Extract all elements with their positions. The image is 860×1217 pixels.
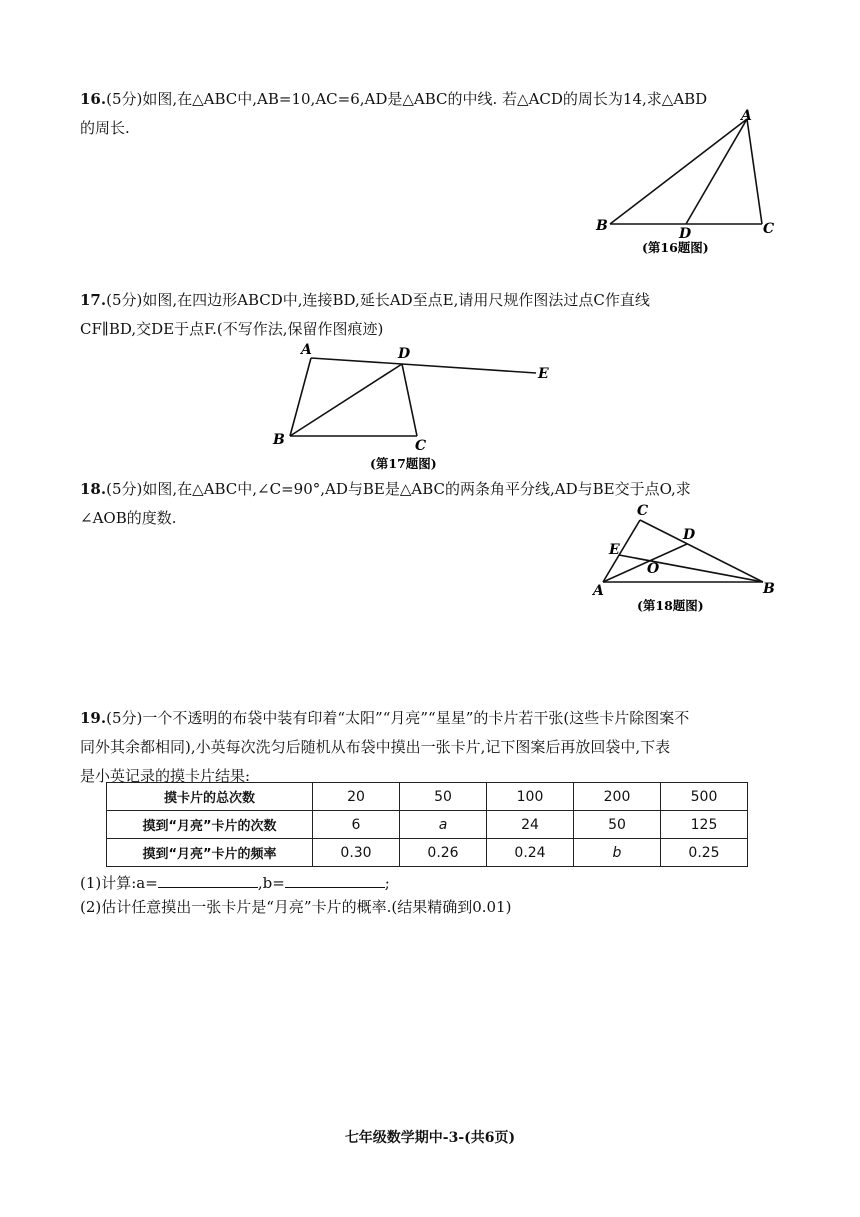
table-row-header: 摸到“月亮”卡片的次数 [107,811,313,839]
question-16-text: (5分)如图,在△ABC中,AB=10,AC=6,AD是△ABC的中线. 若△ACD的周长为14,求△ABD [106,90,708,108]
label-d: D [398,346,411,362]
label-b: B [596,218,608,234]
table-cell: 50 [400,783,487,811]
table-cell: 0.24 [487,839,574,867]
segment-ab [610,119,747,224]
question-19-part-1 [80,872,390,894]
question-18-number: 18. [80,480,107,498]
figure-16-caption: (第16题图) [642,240,709,255]
segment-cd [402,364,417,436]
label-c: C [415,438,427,454]
label-a: A [741,108,752,124]
table-row [107,839,748,867]
question-19-number: 19. [80,709,107,727]
table-row-header: 摸卡片的总次数 [107,783,313,811]
median-ad [686,119,747,224]
table-cell: 0.26 [400,839,487,867]
part-1-suffix: ; [384,874,390,892]
label-e: E [609,542,620,558]
question-17-text: (5分)如图,在四边形ABCD中,连接BD,延长AD至点E,请用尺规作图法过点C作直线 [106,291,650,309]
table-cell: 20 [313,783,400,811]
figure-16 [590,108,780,258]
label-c: C [637,503,649,519]
table-cell: 6 [313,811,400,839]
question-19-part-2: (2)估计任意摸出一张卡片是“月亮”卡片的概率.(结果精确到0.01) [80,898,512,916]
triangle-abc-lines [610,119,762,224]
question-17-line-2: CF∥BD,交DE于点F.(不写作法,保留作图痕迹) [80,320,384,338]
label-a: A [301,342,312,358]
table-row-header: 摸到“月亮”卡片的频率 [107,839,313,867]
question-17-number: 17. [80,291,107,309]
bisector-be [619,555,763,582]
label-c: C [763,221,775,237]
question-19-line-1 [80,704,780,733]
label-o: O [647,561,660,577]
table-cell: 0.30 [313,839,400,867]
part-1-prefix: (1)计算:a= [80,874,158,892]
label-d: D [683,527,696,543]
answer-blank-a[interactable] [158,873,258,888]
question-17-line-1 [80,286,780,315]
label-e: E [538,366,549,382]
label-d: D [679,226,692,242]
record-table [106,782,748,867]
page-footer: 七年级数学期中-3-(共6页) [344,1130,516,1146]
question-19-line-3: 是小英记录的摸卡片结果: [80,767,251,785]
question-19-line-2: 同外其余都相同),小英每次洗匀后随机从布袋中摸出一张卡片,记下图案后再放回袋中,下表 [80,738,671,756]
question-16-line-2: 的周长. [80,119,130,137]
table-row [107,783,748,811]
label-b: B [763,581,775,597]
question-18-line-2: ∠AOB的度数. [80,509,177,527]
table-cell: a [400,811,487,839]
question-17 [80,286,780,344]
question-18-text: (5分)如图,在△ABC中,∠C=90°,AD与BE是△ABC的两条角平分线,AD与BE交于点O,求 [106,480,691,498]
figure-18-caption: (第18题图) [637,598,704,613]
table-cell: 0.25 [661,839,748,867]
quadrilateral-lines [290,358,536,436]
table-cell: 200 [574,783,661,811]
table-cell: b [574,839,661,867]
answer-blank-b[interactable] [285,873,385,888]
question-19-text: (5分)一个不透明的布袋中装有印着“太阳”“月亮”“星星”的卡片若干张(这些卡片除图案不 [106,709,690,727]
table-row [107,811,748,839]
segment-ad [311,358,402,364]
table-cell: 125 [661,811,748,839]
label-a: A [593,583,604,599]
figure-18 [585,500,785,620]
table-cell: 100 [487,783,574,811]
table-cell: 50 [574,811,661,839]
label-b: B [273,432,285,448]
figure-17-caption: (第17题图) [370,456,437,471]
part-1-mid: ,b= [257,874,285,892]
table-cell: 500 [661,783,748,811]
question-19 [80,704,780,791]
segment-ac [747,119,762,224]
question-16-number: 16. [80,90,107,108]
figure-17 [265,338,565,478]
table-cell: 24 [487,811,574,839]
segment-de [402,364,536,373]
